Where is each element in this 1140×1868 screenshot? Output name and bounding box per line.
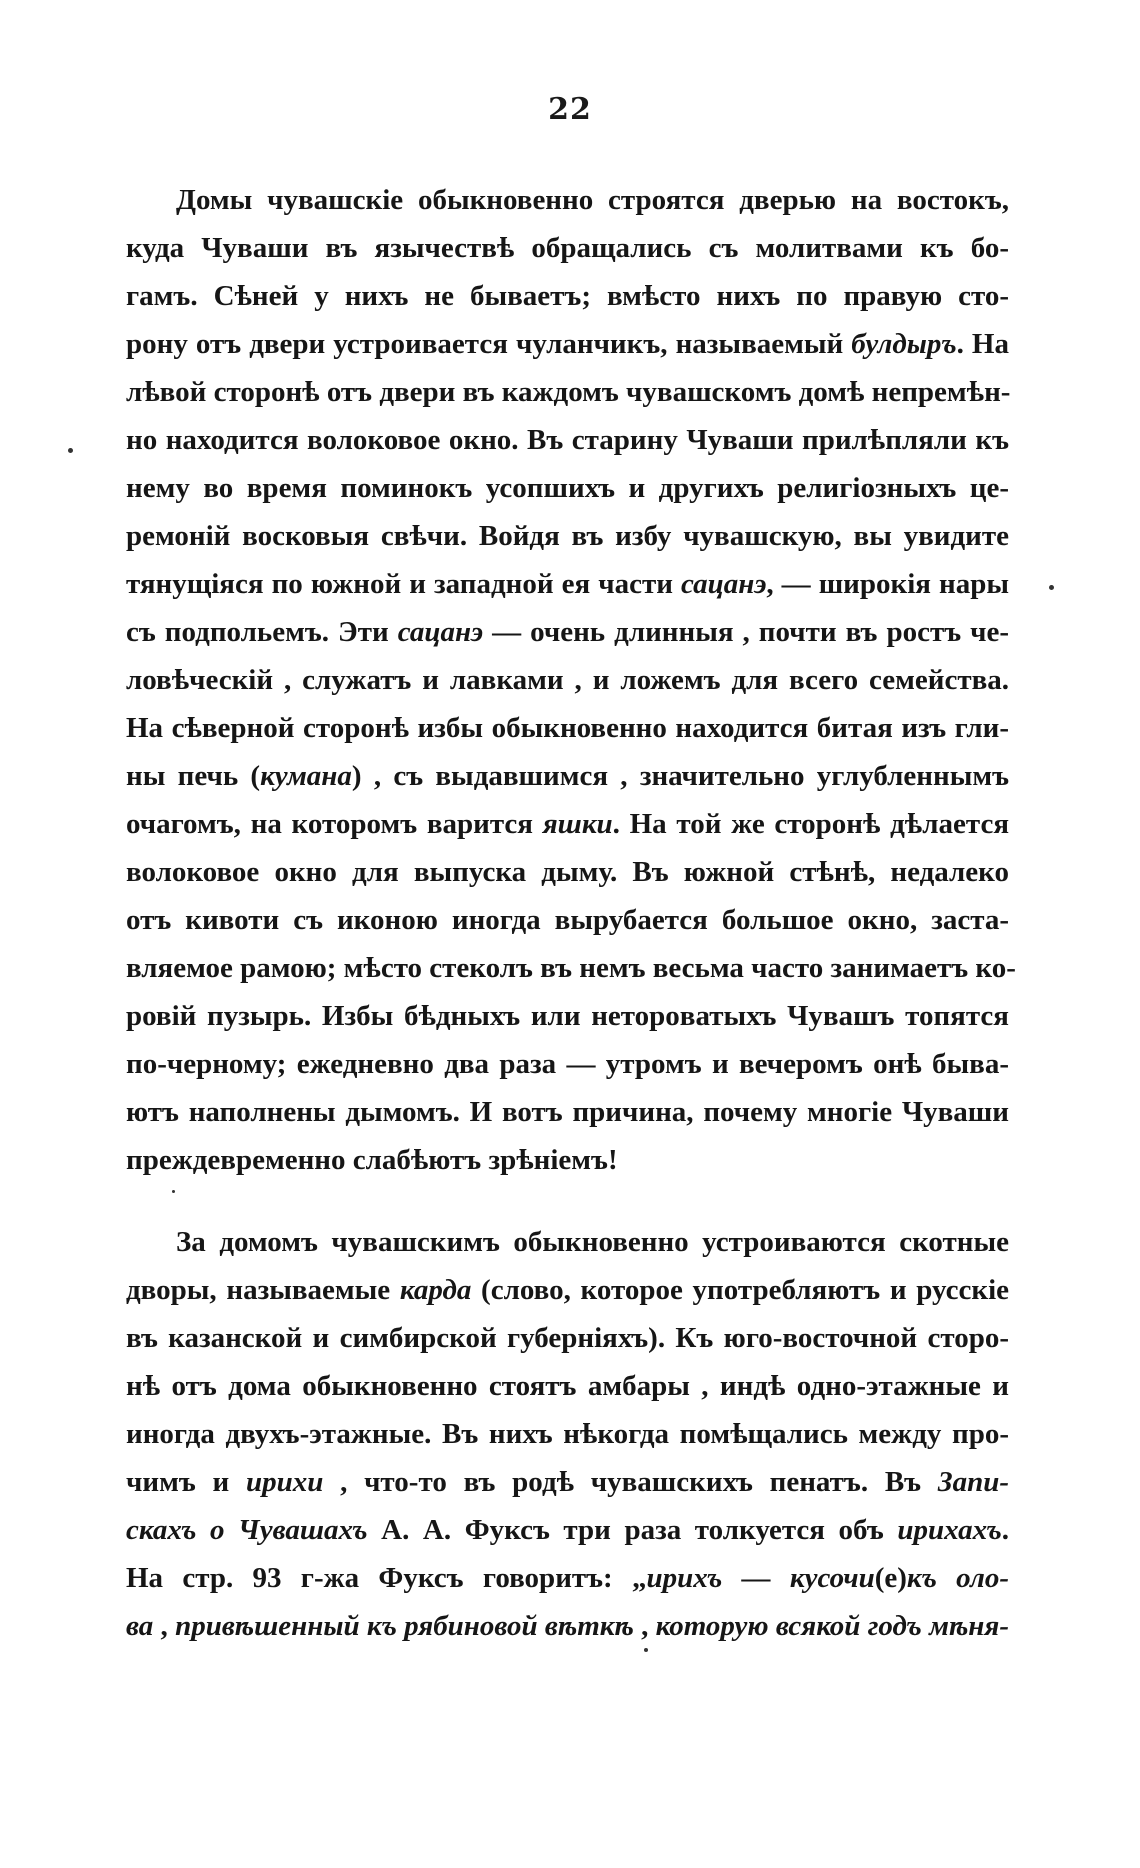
text-line [126,560,1009,608]
text-segment: (е) [874,1562,907,1594]
text-line [126,224,1009,272]
text-segment: лѣвой сторонѣ отъ двери въ каждомъ чувашскомъ домѣ непремѣн- [126,376,1011,408]
text-segment: , — широкія нары [766,568,1009,600]
text-line [126,512,1009,560]
text-line [126,1040,1009,1088]
text-line [126,1136,1009,1184]
italic-term: сацанэ [680,568,767,600]
text-segment: , что-то въ родѣ чувашскихъ пенатъ. Въ [323,1466,938,1498]
text-segment: иногда двухъ-этажные. Въ нихъ нѣкогда помѣщались между про- [126,1418,1009,1450]
text-segment: ютъ наполнены дымомъ. И вотъ причина, почему многіе Чуваши [126,1096,1009,1128]
italic-term: скахъ о Чувашахъ [126,1514,368,1546]
text-segment: волоковое окно для выпуска дыму. Въ южной стѣнѣ, недалеко [126,856,1009,888]
text-line [126,992,1009,1040]
text-line [126,1506,1009,1554]
scan-speck [1049,585,1054,590]
text-line [126,1362,1009,1410]
italic-term: Запи- [937,1466,1009,1498]
text-line [126,416,1009,464]
text-line [126,272,1009,320]
text-segment: нему во время поминокъ усопшихъ и другихъ религіозныхъ це- [126,472,1009,504]
text-segment: куда Чуваши въ язычествѣ обращались съ молитвами къ бо- [126,232,1009,264]
text-segment: чимъ и [126,1466,246,1498]
text-segment: очагомъ, на которомъ варится [126,808,543,840]
text-line [126,656,1009,704]
text-segment: , [633,1610,656,1642]
italic-term: сацанэ [397,616,484,648]
text-segment: Домы чувашскіе обыкновенно строятся дверью на востокъ, [176,184,1009,216]
text-segment: ремоній восковыя свѣчи. Войдя въ избу чувашскую, вы увидите [126,520,1009,552]
italic-term: ирихахъ [897,1514,1002,1546]
text-segment: гамъ. Сѣней у нихъ не бываетъ; вмѣсто нихъ по правую сто- [126,280,1009,312]
text-segment: но находится волоковое окно. Въ старину Чуваши прилѣпляли къ [126,424,1009,456]
text-line [126,464,1009,512]
text-segment: ны печь ( [126,760,261,792]
text-segment: На сѣверной сторонѣ избы обыкновенно находится битая изъ гли- [126,712,1009,744]
text-segment: тянущіяся по южной и западной ея части [126,568,681,600]
text-segment: съ подпольемъ. Эти [126,616,398,648]
italic-term: карда [399,1274,472,1306]
scan-speck [68,448,73,453]
text-line [126,1410,1009,1458]
text-segment: А. А. Фуксъ три раза толкуется объ [367,1514,898,1546]
text-line [126,1602,1009,1650]
text-segment: ровій пузырь. Избы бѣдныхъ или неторoватыхъ Чувашъ топятся [126,1000,1009,1032]
text-segment: — очень длинныя , почти въ ростъ че- [483,616,1009,648]
text-line [126,176,1009,224]
text-line [126,368,1009,416]
text-line [126,1554,1009,1602]
text-segment: дворы, называемые [126,1274,400,1306]
scan-speck [644,1648,648,1652]
text-line [126,896,1009,944]
italic-term: ирихи [245,1466,324,1498]
paragraph-2 [126,1218,1009,1650]
page-number: 22 [548,92,592,127]
text-segment: , [153,1610,176,1642]
text-segment: ловѣческій , служатъ и лавками , и ложемъ для всего семейства. [126,664,1009,696]
text-segment: . На той же сторонѣ дѣлается [612,808,1010,840]
text-line [126,1088,1009,1136]
text-segment: по-черному; ежедневно два раза — утромъ и вечеромъ онѣ быва- [126,1048,1009,1080]
text-line [126,848,1009,896]
text-segment: На стр. 93 г-жа Фуксъ говоритъ: „ [126,1562,647,1594]
text-segment: отъ кивоти съ иконою иногда вырубается большое окно, заста- [126,904,1009,936]
text-line [126,1458,1009,1506]
italic-term: яшки [542,808,613,840]
italic-term: привѣшенный къ рябиновой вѣткѣ [175,1610,634,1642]
scan-speck [172,1190,175,1193]
text-segment: ) , съ выдавшимся , значительно углубленнымъ [351,760,1010,792]
text-segment: . [1001,1514,1009,1546]
text-line [126,1266,1009,1314]
text-segment: въ казанской и симбирской губерніяхъ). Къ юго-восточной сторо- [126,1322,1009,1354]
text-line [126,608,1009,656]
text-line [126,1314,1009,1362]
italic-term: кумана [260,760,352,792]
text-segment: нѣ отъ дома обыкновенно стоятъ амбары , индѣ одно-этажные и [126,1370,1009,1402]
text-line [126,704,1009,752]
text-segment: преждевременно слабѣютъ зрѣніемъ! [126,1144,618,1176]
text-segment: . На [956,328,1009,360]
text-segment: За домомъ чувашскимъ обыкновенно устроиваются скотные [176,1226,1009,1258]
italic-term: которую всякой годъ мѣня- [655,1610,1009,1642]
text-line [126,1218,1009,1266]
italic-term: къ оло- [906,1562,1009,1594]
text-line [126,800,1009,848]
text-segment: вляемое рамою; мѣсто стеколъ въ немъ весьма часто занимаетъ ко- [126,952,1016,984]
text-line [126,752,1009,800]
paragraph-1 [126,176,1016,1184]
text-line [126,320,1009,368]
italic-term: ирихъ — кусочи [646,1562,875,1594]
text-segment: рону отъ двери устроивается чуланчикъ, называемый [126,328,852,360]
text-line [126,944,1016,992]
italic-term: ва [126,1610,154,1642]
italic-term: булдыръ [851,328,957,360]
text-segment: (слово, которое употребляютъ и русскіе [471,1274,1009,1306]
